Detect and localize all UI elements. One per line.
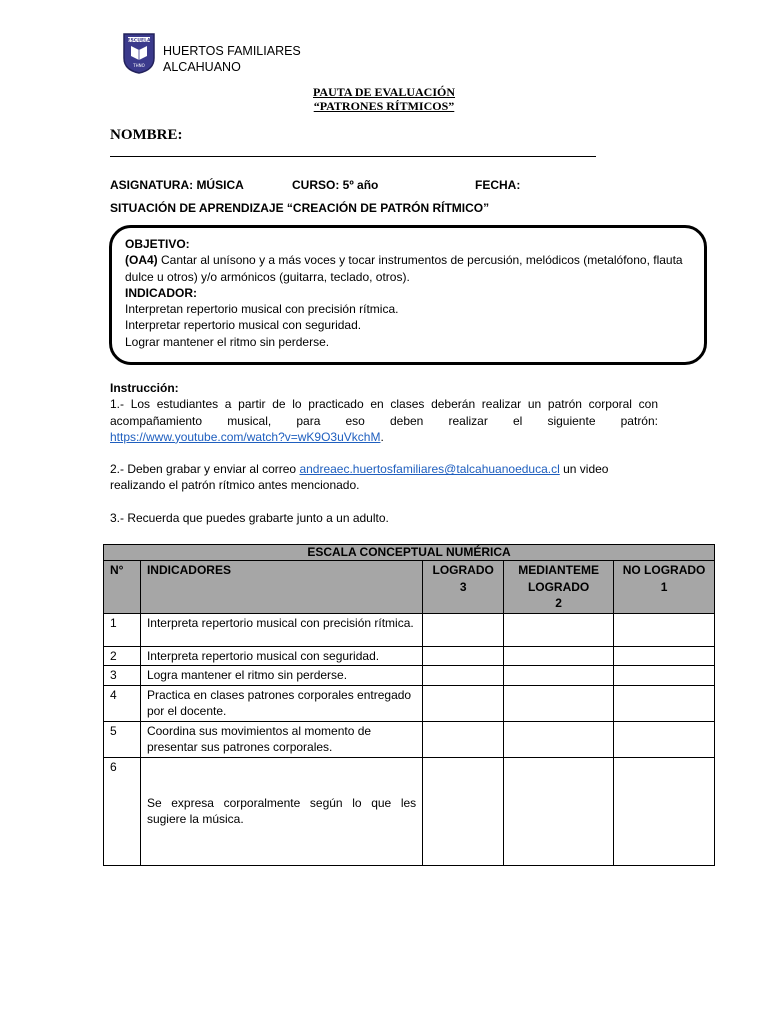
score-cell-no-logrado[interactable] [614, 666, 715, 686]
email-link[interactable]: andreaec.huertosfamiliares@talcahuanoeduca.cl [299, 462, 560, 477]
row-indicator: Coordina sus movimientos al momento de presentar sus patrones corporales. [140, 721, 422, 757]
objective-label: OBJETIVO: [125, 237, 190, 251]
title-line1: PAUTA DE EVALUACIÓN [312, 85, 456, 99]
instruction-2 [110, 461, 658, 494]
title-line2: “PATRONES RÍTMICOS” [313, 99, 455, 113]
row-number: 1 [104, 613, 141, 646]
header-medio-value: 2 [555, 596, 562, 610]
score-cell-no-logrado[interactable] [614, 613, 715, 646]
fecha-label: FECHA: [475, 178, 521, 192]
instruction-2-post: un video realizando el patrón rítmico antes mencionado. [110, 462, 609, 493]
score-cell-medio[interactable] [504, 721, 614, 757]
header-indicadores: INDICADORES [140, 561, 422, 614]
school-name-line2: ALCAHUANO [163, 60, 241, 74]
objective-description: Cantar al unísono y a más voces y tocar instrumentos de percusión, melódicos (metalófono, flauta dulce u otros) y/o armónicos (guitarra, teclado, otros). [125, 253, 683, 284]
instruction-3: 3.- Recuerda que puedes grabarte junto a un adulto. [110, 510, 389, 525]
header-medio [504, 561, 614, 614]
situacion-label: SITUACIÓN DE APRENDIZAJE “CREACIÓN DE PATRÓN RÍTMICO” [110, 201, 490, 215]
row-indicator: Logra mantener el ritmo sin perderse. [140, 666, 422, 686]
score-cell-logrado[interactable] [423, 666, 504, 686]
row-number: 2 [104, 646, 141, 666]
score-cell-medio[interactable] [504, 666, 614, 686]
logo-text-bottom: THNO [133, 63, 145, 68]
score-cell-logrado[interactable] [423, 613, 504, 646]
header-logrado-value: 3 [459, 579, 467, 594]
instructions [110, 380, 658, 526]
row-indicator: Interpreta repertorio musical con seguridad. [140, 646, 422, 666]
score-cell-logrado[interactable] [423, 757, 504, 865]
row-number: 3 [104, 666, 141, 686]
objective-statement [125, 252, 693, 285]
evaluation-table [103, 544, 715, 866]
indicator-item: Interpretan repertorio musical con precisión rítmica. [125, 302, 399, 317]
score-cell-no-logrado[interactable] [614, 721, 715, 757]
indicator-item: Lograr mantener el ritmo sin perderse. [125, 334, 330, 349]
header-logrado [423, 561, 504, 614]
nombre-label: NOMBRE: [110, 127, 183, 143]
school-name-line1: HUERTOS FAMILIARES [163, 44, 301, 58]
instruction-1-line1: 1.- Los estudiantes a partir de lo practicado en clases deberán realizar un patrón corporal con [110, 397, 658, 412]
asignatura-label: ASIGNATURA: MÚSICA [110, 178, 244, 192]
score-cell-no-logrado[interactable] [614, 757, 715, 865]
score-cell-no-logrado[interactable] [614, 646, 715, 666]
header-num: N° [104, 561, 141, 614]
header-logrado-label: LOGRADO [432, 563, 494, 577]
youtube-link[interactable]: https://www.youtube.com/watch?v=wK9O3uVkchM [110, 429, 381, 444]
score-cell-medio[interactable] [504, 646, 614, 666]
school-logo [122, 32, 156, 74]
table-row [104, 666, 715, 686]
row-number: 6 [104, 757, 141, 865]
table-row [104, 613, 715, 646]
curso-label: CURSO: 5º año [292, 178, 379, 192]
table-title: ESCALA CONCEPTUAL NUMÉRICA [104, 545, 715, 561]
header-no-logrado [614, 561, 715, 614]
instruction-1-line2: acompañamiento musical, para eso deben realizar el siguiente patrón: [110, 413, 658, 428]
score-cell-medio[interactable] [504, 685, 614, 721]
score-cell-medio[interactable] [504, 613, 614, 646]
table-row [104, 757, 715, 865]
objective-code: (OA4) [125, 253, 158, 268]
nombre-field-line[interactable] [110, 156, 596, 157]
instructions-label: Instrucción: [110, 381, 179, 395]
table-row [104, 646, 715, 666]
score-cell-logrado[interactable] [423, 646, 504, 666]
indicator-item: Interpretar repertorio musical con seguridad. [125, 318, 362, 333]
logo-text-top: ESCUELA [127, 38, 151, 44]
indicator-label: INDICADOR: [125, 285, 197, 300]
school-name [163, 43, 301, 75]
row-indicator: Interpreta repertorio musical con precisión rítmica. [140, 613, 422, 646]
header-no-logrado-value: 1 [660, 579, 668, 594]
table-row [104, 721, 715, 757]
instruction-1-link-line: https://www.youtube.com/watch?v=wK9O3uVkchM. [110, 429, 384, 444]
score-cell-no-logrado[interactable] [614, 685, 715, 721]
row-number: 4 [104, 685, 141, 721]
instruction-2-pre: 2.- Deben grabar y enviar al correo [110, 462, 300, 477]
score-cell-medio[interactable] [504, 757, 614, 865]
score-cell-logrado[interactable] [423, 721, 504, 757]
row-indicator: Se expresa corporalmente según lo que les sugiere la música. [140, 757, 422, 865]
header-medio-label: MEDIANTEME LOGRADO [518, 563, 599, 594]
header-no-logrado-label: NO LOGRADO [622, 563, 706, 577]
document-title [0, 85, 768, 113]
row-number: 5 [104, 721, 141, 757]
objective-text [125, 236, 693, 350]
score-cell-logrado[interactable] [423, 685, 504, 721]
table-row [104, 685, 715, 721]
row-indicator: Practica en clases patrones corporales entregado por el docente. [140, 685, 422, 721]
